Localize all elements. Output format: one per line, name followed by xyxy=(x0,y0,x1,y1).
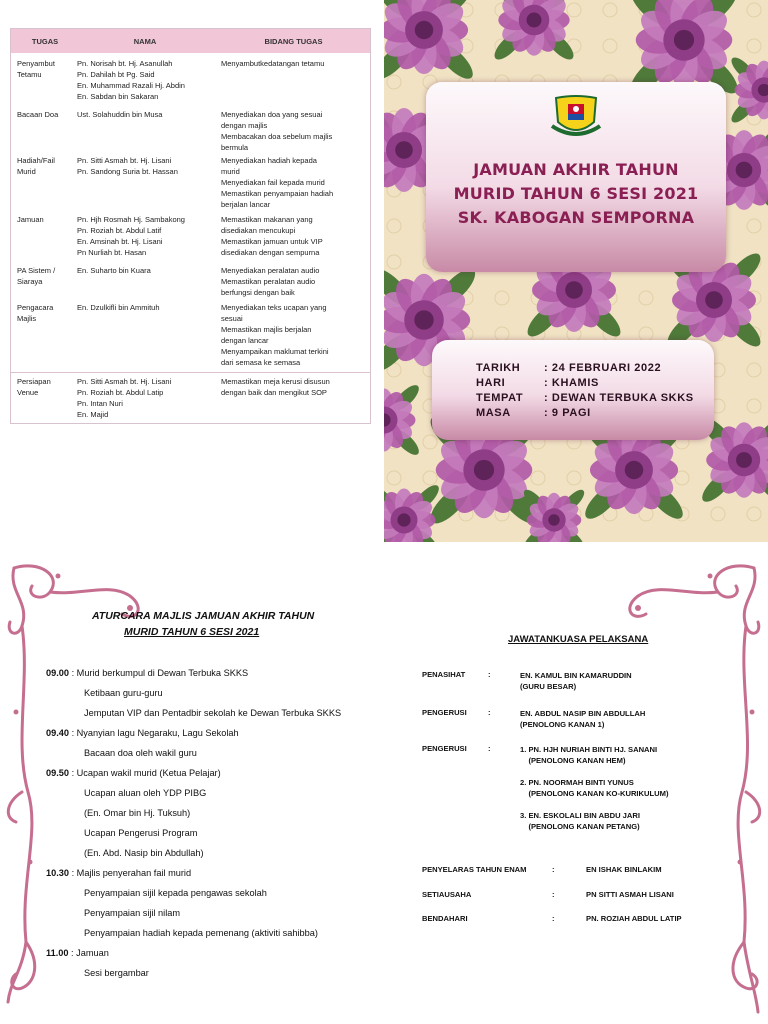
cell-line: Memastikan meja kerusi disusun xyxy=(221,377,330,386)
event-time: 10.30 xyxy=(46,868,69,878)
tugas-cell xyxy=(11,302,73,368)
cell-line: Pn. Sitti Asmah bt. Hj. Lisani xyxy=(77,156,172,165)
event-text: : Jamuan xyxy=(71,948,109,958)
nama-cell xyxy=(73,302,217,368)
committee-title: JAWATANKUASA PELAKSANA xyxy=(508,634,649,645)
event-item xyxy=(84,968,149,978)
committee-name-line: 1. PN. HJH NURIAH BINTI HJ. SANANI xyxy=(520,745,658,754)
event-text: (En. Abd. Nasip bin Abdullah) xyxy=(84,848,204,858)
event-item xyxy=(84,748,197,758)
committee-colon: : xyxy=(552,914,555,923)
cover-title-line-1: JAMUAN AKHIR TAHUN xyxy=(473,160,679,179)
bidang-cell xyxy=(217,214,370,258)
event-time: 09.00 xyxy=(46,668,69,678)
bidang-cell xyxy=(217,302,370,368)
cell-line: En. Dzulkifli bin Ammituh xyxy=(77,303,160,312)
committee-role: BENDAHARI xyxy=(422,914,468,923)
cell-line: En. Amsinah bt. Hj. Lisani xyxy=(77,237,163,246)
cell-line: Pn. Roziah bt. Abdul Latif xyxy=(77,226,162,235)
tugas-cell xyxy=(11,376,73,420)
cover-title-line-2: MURID TAHUN 6 SESI 2021 xyxy=(453,184,699,203)
cell-line: Pn. Intan Nuri xyxy=(77,399,123,408)
committee-name-line: (PENOLONG KANAN HEM) xyxy=(520,756,626,765)
event-item xyxy=(84,788,206,798)
committee-role: PENYELARAS TAHUN ENAM xyxy=(422,865,527,874)
cell-line: Hadiah/Fail xyxy=(17,156,55,165)
header-bidang: BIDANG TUGAS xyxy=(264,36,323,46)
info-tarikh: TARIKH : 24 FEBRUARI 2022 xyxy=(476,362,662,374)
event-item xyxy=(84,848,204,858)
committee-name-line: (PENOLONG KANAN PETANG) xyxy=(520,822,640,831)
committee-colon: : xyxy=(552,865,555,874)
bidang-cell xyxy=(217,58,370,102)
event-item xyxy=(84,808,190,818)
table-row xyxy=(11,214,370,258)
cell-line: sesuai xyxy=(221,314,243,323)
event-item xyxy=(46,668,248,678)
cell-line: Pengacara xyxy=(17,303,54,312)
cover-page xyxy=(384,0,768,542)
event-time: 09.40 xyxy=(46,728,69,738)
event-text: Penyampaian hadiah kepada pemenang (aktiviti sahibba) xyxy=(84,928,318,938)
event-item xyxy=(46,728,239,738)
event-info-panel xyxy=(432,340,714,440)
committee-name-line xyxy=(520,766,669,777)
tugas-cell xyxy=(11,265,73,298)
cell-line: dari semasa ke semasa xyxy=(221,358,301,367)
event-item xyxy=(46,948,109,958)
committee-page xyxy=(384,542,768,1024)
cell-line: En. Sabdan bin Sakaran xyxy=(77,92,159,101)
tugas-cell xyxy=(11,58,73,102)
cell-line: Tetamu xyxy=(17,70,42,79)
cell-line: Pn. Dahilah bt Pg. Said xyxy=(77,70,155,79)
cell-line: Venue xyxy=(17,388,39,397)
event-text: : Murid berkumpul di Dewan Terbuka SKKS xyxy=(71,668,249,678)
cell-line: Memastikan makanan yang xyxy=(221,215,313,224)
cell-line: disediakan mencukupi xyxy=(221,226,296,235)
row-divider xyxy=(11,372,370,373)
bidang-cell xyxy=(217,265,370,298)
committee-colon: : xyxy=(488,708,491,717)
event-text: : Majlis penyerahan fail murid xyxy=(71,868,192,878)
committee-name-line: 3. EN. ESKOLALI BIN ABDU JARI xyxy=(520,811,640,820)
committee-name-line xyxy=(520,799,669,810)
bidang-cell xyxy=(217,155,370,210)
cell-line: Menyediakan teks ucapan yang xyxy=(221,303,327,312)
event-text: Bacaan doa oleh wakil guru xyxy=(84,748,197,758)
committee-colon: : xyxy=(488,670,491,679)
event-text: Ucapan aluan oleh YDP PIBG xyxy=(84,788,207,798)
committee-name xyxy=(520,708,645,730)
table-header xyxy=(11,29,370,53)
cell-line: Pn. Roziah bt. Abdul Latip xyxy=(77,388,164,397)
event-text: (En. Omar bin Hj. Tuksuh) xyxy=(84,808,191,818)
cell-line: En. Suharto bin Kuara xyxy=(77,266,151,275)
cell-line: Memastikan penyampaian hadiah xyxy=(221,189,334,198)
flower-icon xyxy=(490,0,578,64)
event-text: Ketibaan guru-guru xyxy=(84,688,163,698)
title-panel xyxy=(426,82,726,272)
event-text: Ucapan Pengerusi Program xyxy=(84,828,198,838)
cell-line: Memastikan jamuan untuk VIP xyxy=(221,237,323,246)
event-item xyxy=(46,868,191,878)
cell-line: Ust. Solahuddin bin Musa xyxy=(77,110,163,119)
table-row xyxy=(11,302,370,368)
cell-line: Membacakan doa sebelum majlis xyxy=(221,132,333,141)
nama-cell xyxy=(73,155,217,210)
cell-line: dengan majlis xyxy=(221,121,268,130)
committee-name: EN ISHAK BINLAKIM xyxy=(586,865,662,874)
cell-line: berjalan lancar xyxy=(221,200,271,209)
event-item xyxy=(84,888,267,898)
committee-name: PN. ROZIAH ABDUL LATIP xyxy=(586,914,682,923)
committee-name xyxy=(520,670,632,692)
event-text: Penyampaian sijil nilam xyxy=(84,908,181,918)
cell-line: Memastikan peralatan audio xyxy=(221,277,316,286)
school-logo-icon xyxy=(550,92,602,140)
cell-line: PA Sistem / xyxy=(17,266,56,275)
event-item xyxy=(84,928,318,938)
cell-line: Memastikan majlis berjalan xyxy=(221,325,312,334)
nama-cell xyxy=(73,109,217,153)
committee-name-line: (PENOLONG KANAN KO-KURIKULUM) xyxy=(520,789,669,798)
cell-line: Menyampaikan maklumat terkini xyxy=(221,347,329,356)
committee-colon: : xyxy=(488,744,491,753)
header-tugas: TUGAS xyxy=(31,36,59,46)
event-text: : Nyanyian lagu Negaraku, Lagu Sekolah xyxy=(71,728,239,738)
event-text: Sesi bergambar xyxy=(84,968,149,978)
table-row xyxy=(11,109,370,153)
info-tempat: TEMPAT : DEWAN TERBUKA SKKS xyxy=(476,392,694,404)
cell-line: Pn. Sandong Suria bt. Hassan xyxy=(77,167,178,176)
duty-table xyxy=(10,28,371,424)
event-item xyxy=(84,908,180,918)
committee-name-line: (GURU BESAR) xyxy=(520,682,577,691)
cover-title-line-3: SK. KABOGAN SEMPORNA xyxy=(457,208,695,227)
cell-line: En. Majid xyxy=(77,410,109,419)
event-time: 09.50 xyxy=(46,768,69,778)
tugas-cell xyxy=(11,214,73,258)
cell-line: Menyediakan hadiah kepada xyxy=(221,156,317,165)
committee-role: PENGERUSI xyxy=(422,708,467,717)
committee-name-line: EN. ABDUL NASIP BIN ABDULLAH xyxy=(520,709,646,718)
cell-line: Jamuan xyxy=(17,215,44,224)
nama-cell xyxy=(73,58,217,102)
bidang-cell xyxy=(217,109,370,153)
committee-role: PENASIHAT xyxy=(422,670,466,679)
table-row xyxy=(11,58,370,102)
bidang-cell xyxy=(217,376,370,420)
cell-line: Menyambutkedatangan tetamu xyxy=(221,59,325,68)
event-text: Jemputan VIP dan Pentadbir sekolah ke Dewan Terbuka SKKS xyxy=(84,708,342,718)
committee-role: SETIAUSAHA xyxy=(422,890,472,899)
event-text: : Ucapan wakil murid (Ketua Pelajar) xyxy=(71,768,221,778)
cell-line: Bacaan Doa xyxy=(17,110,59,119)
cell-line: disediakan dengan sempurna xyxy=(221,248,320,257)
table-row xyxy=(11,376,370,420)
cell-line: Pn Nurliah bt. Hasan xyxy=(77,248,147,257)
event-item xyxy=(46,768,221,778)
table-row xyxy=(11,265,370,298)
cell-line: Murid xyxy=(17,167,36,176)
cell-line: Pn. Norisah bt. Hj. Asanullah xyxy=(77,59,173,68)
aturcara-title-1: ATURCARA MAJLIS JAMUAN AKHIR TAHUN xyxy=(92,610,315,622)
aturcara-page xyxy=(0,542,384,1024)
event-item xyxy=(84,708,341,718)
nama-cell xyxy=(73,376,217,420)
cell-line: Persiapan xyxy=(17,377,51,386)
nama-cell xyxy=(73,265,217,298)
cell-line: dengan baik dan mengikut SOP xyxy=(221,388,327,397)
tugas-cell xyxy=(11,109,73,153)
cell-line: Pn. Hjh Rosmah Hj. Sambakong xyxy=(77,215,185,224)
tugas-cell xyxy=(11,155,73,210)
committee-name-line: EN. KAMUL BIN KAMARUDDIN xyxy=(520,671,632,680)
committee-colon: : xyxy=(552,890,555,899)
cell-line: bermula xyxy=(221,143,249,152)
committee-role: PENGERUSI xyxy=(422,744,467,753)
cell-line: Pn. Sitti Asmah bt. Hj. Lisani xyxy=(77,377,172,386)
committee-name: PN SITTI ASMAH LISANI xyxy=(586,890,674,899)
event-text: Penyampaian sijil kepada pengawas sekolah xyxy=(84,888,267,898)
event-item xyxy=(84,828,197,838)
committee-name xyxy=(520,744,669,832)
cell-line: berfungsi dengan baik xyxy=(221,288,295,297)
cell-line: Siaraya xyxy=(17,277,43,286)
aturcara-title-2: MURID TAHUN 6 SESI 2021 xyxy=(124,626,260,638)
info-hari: HARI : KHAMIS xyxy=(476,377,599,389)
event-item xyxy=(84,688,163,698)
table-row xyxy=(11,155,370,210)
cell-line: Menyediakan doa yang sesuai xyxy=(221,110,323,119)
cell-line: Majlis xyxy=(17,314,37,323)
cell-line: Menyediakan fail kepada murid xyxy=(221,178,325,187)
cell-line: Penyambut xyxy=(17,59,55,68)
committee-name-line: (PENOLONG KANAN 1) xyxy=(520,720,605,729)
cell-line: dengan lancar xyxy=(221,336,269,345)
cell-line: murid xyxy=(221,167,240,176)
cell-line: Menyediakan peralatan audio xyxy=(221,266,320,275)
event-time: 11.00 xyxy=(46,948,69,958)
info-masa: MASA : 9 PAGI xyxy=(476,407,591,419)
cell-line: En. Muhammad Razali Hj. Abdin xyxy=(77,81,185,90)
header-nama: NAMA xyxy=(133,36,157,46)
nama-cell xyxy=(73,214,217,258)
committee-name-line: 2. PN. NOORMAH BINTI YUNUS xyxy=(520,778,634,787)
